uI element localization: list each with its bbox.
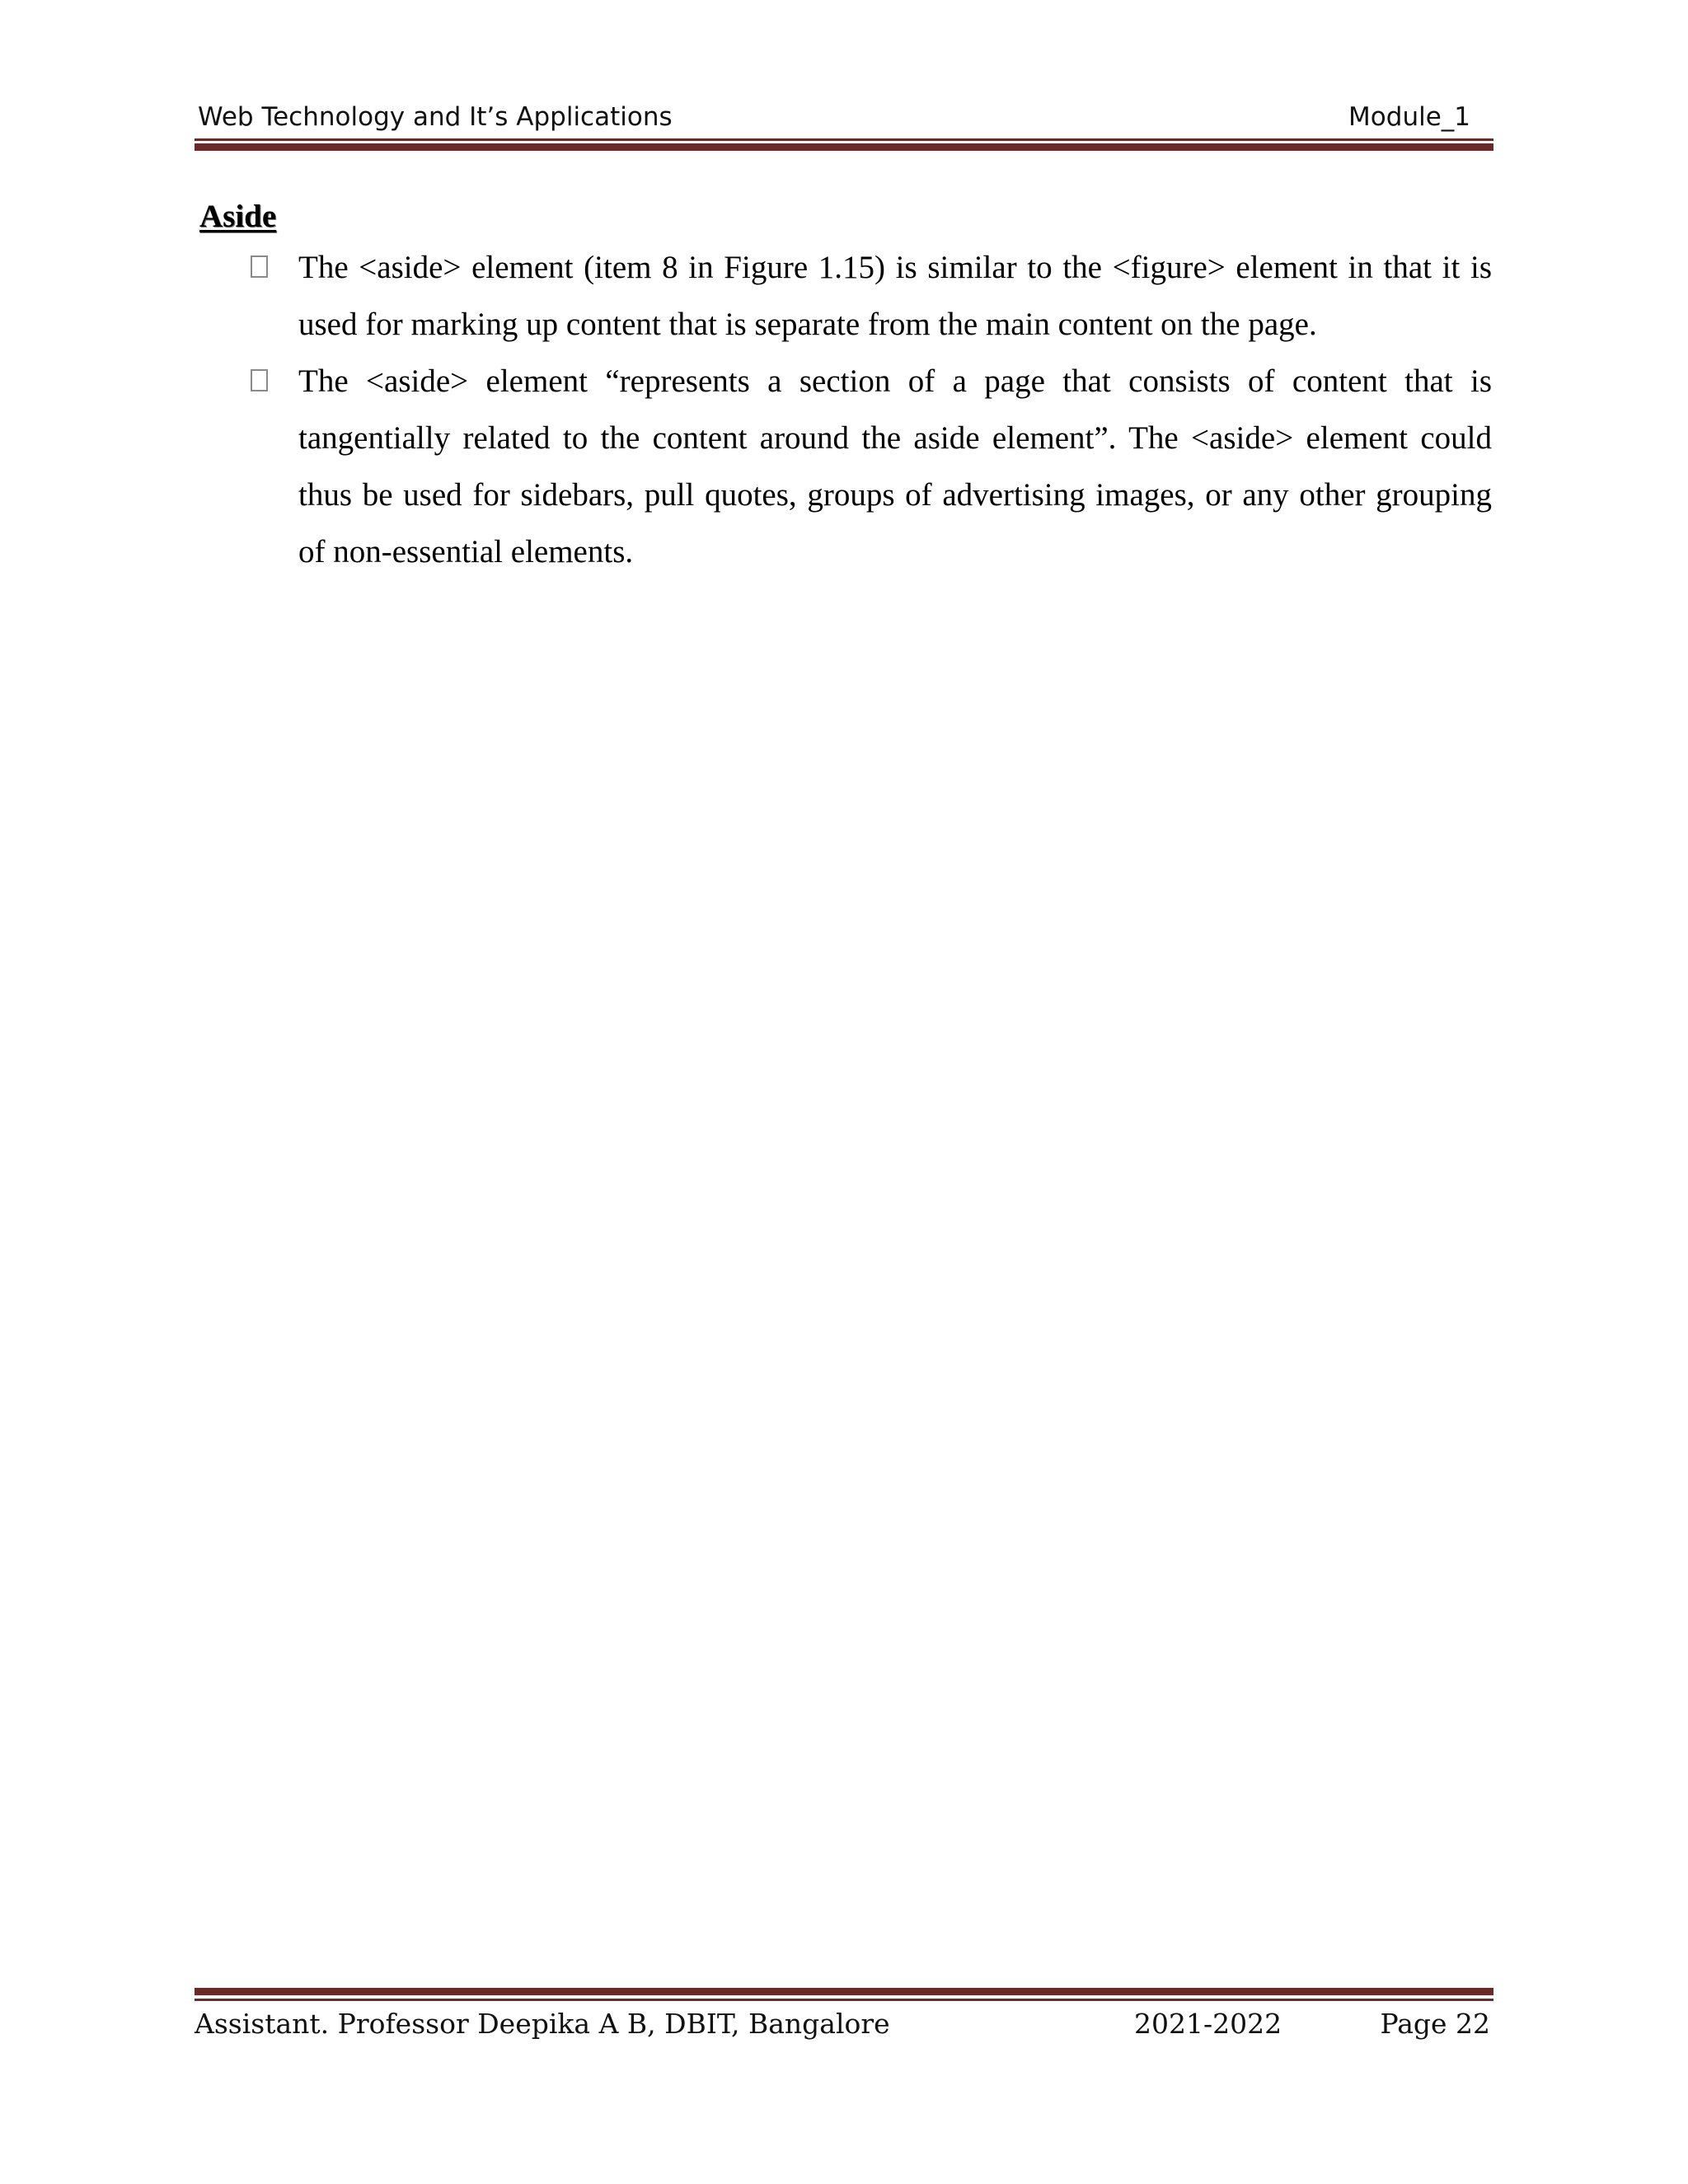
bullet-box-icon — [251, 255, 268, 278]
page-number: Page 22 — [1380, 2008, 1490, 2040]
header-rule-thick — [195, 143, 1493, 151]
bullet-text: The <aside> element (item 8 in Figure 1.15) is similar to the <figure> element in that it is used for marking up content that is separate from the main content on the page. — [298, 250, 1492, 342]
footer-year: 2021-2022 — [1134, 2008, 1282, 2040]
page-content — [199, 196, 1492, 580]
bullet-text: The <aside> element “represents a section of a page that consists of content that is tangentially related to the content around the aside element”. The <aside> element could thus be used for sidebars, pull quotes, groups of advertising images, or any other grouping of non-essential elements. — [298, 363, 1492, 569]
bullet-box-icon — [251, 369, 268, 391]
footer-author: Assistant. Professor Deepika A B, DBIT, Bangalore — [195, 2008, 890, 2040]
footer-rule-thin — [195, 1999, 1493, 2001]
header-module: Module_1 — [1348, 102, 1470, 132]
page-footer — [195, 2008, 1493, 2057]
bullet-item — [199, 353, 1492, 580]
section-heading: Aside — [199, 199, 277, 234]
header-rule-thin — [195, 138, 1493, 141]
header-title: Web Technology and It’s Applications — [198, 102, 673, 132]
page-header — [198, 97, 1492, 138]
bullet-item — [199, 239, 1492, 353]
bullet-list — [199, 239, 1492, 580]
footer-rule-thick — [195, 1988, 1493, 1995]
